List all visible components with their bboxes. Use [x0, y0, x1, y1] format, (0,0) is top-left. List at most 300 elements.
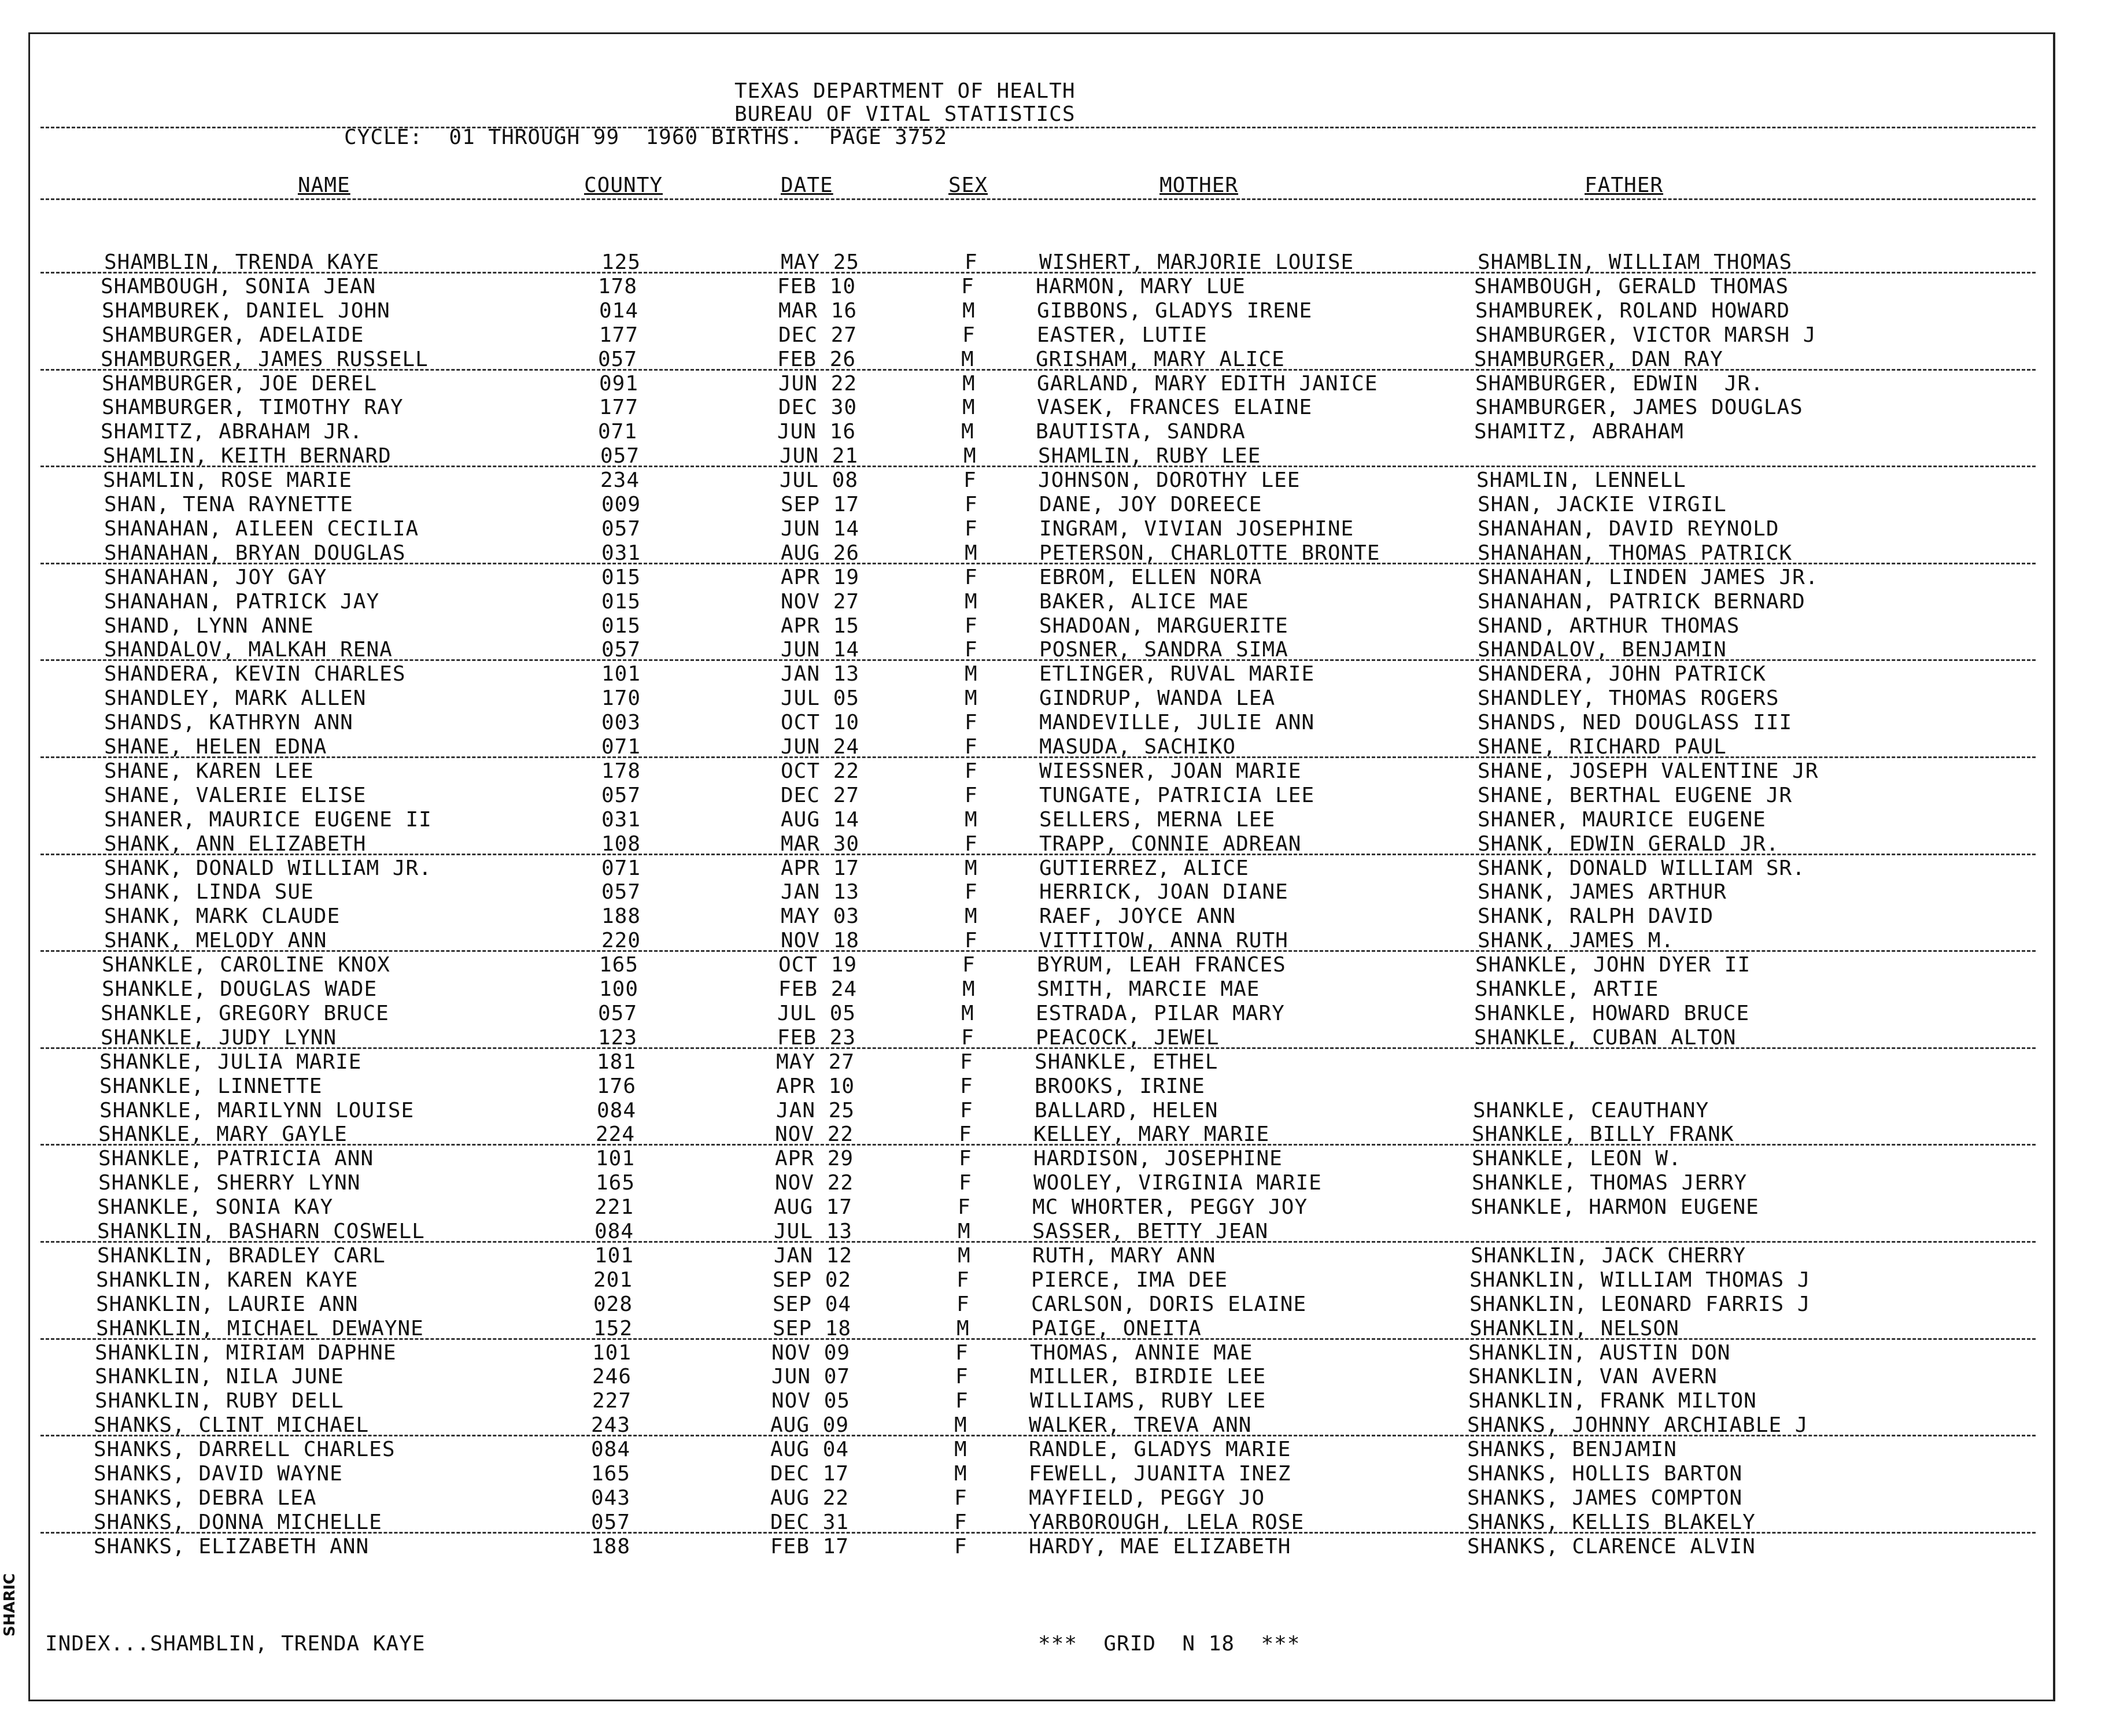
side-label: SHARIC [1, 1573, 19, 1637]
cell-mother: TUNGATE, PATRICIA LEE [1039, 784, 1315, 807]
cell-county: 015 [601, 614, 641, 638]
table-row [0, 977, 2114, 1002]
cycle-line: CYCLE: 01 THROUGH 99 1960 BIRTHS. PAGE 3752 [344, 125, 947, 149]
table-row [0, 1171, 2110, 1195]
cell-sex: M [965, 904, 978, 928]
cell-county: 031 [601, 808, 641, 832]
table-row [0, 1365, 2107, 1389]
cell-sex: F [955, 1341, 969, 1365]
table-row [0, 929, 2116, 953]
cell-name: SHAMBURGER, JAMES RUSSELL [101, 348, 429, 371]
cell-mother: GIBBONS, GLADYS IRENE [1037, 299, 1313, 323]
cell-mother: PEACOCK, JEWEL [1036, 1026, 1220, 1050]
cell-father: SHAN, JACKIE VIRGIL [1478, 493, 1727, 516]
table-row [0, 372, 2114, 396]
cell-date: JUN 07 [771, 1365, 851, 1388]
cell-date: JAN 25 [776, 1099, 855, 1122]
row-separator-rule [40, 466, 2036, 467]
cell-county: 057 [591, 1510, 631, 1534]
cell-name: SHANKLIN, NILA JUNE [95, 1365, 344, 1388]
cell-date: NOV 27 [781, 590, 860, 614]
cell-date: JUN 14 [781, 517, 860, 541]
table-row [0, 1510, 2106, 1535]
cell-father: SHANKLE, HOWARD BRUCE [1474, 1002, 1750, 1025]
cell-sex: F [957, 1268, 970, 1292]
cell-name: SHANKLE, PATRICIA ANN [98, 1147, 374, 1170]
cell-sex: M [965, 686, 978, 710]
cell-father: SHANKLE, LEON W. [1472, 1147, 1682, 1170]
cell-date: APR 10 [776, 1074, 855, 1098]
cell-sex: F [962, 953, 976, 977]
cell-name: SHANK, LINDA SUE [104, 880, 314, 904]
cell-name: SHANKLIN, MICHAEL DEWAYNE [96, 1317, 424, 1340]
cell-sex: F [960, 1050, 973, 1074]
cell-name: SHANKS, DAVID WAYNE [94, 1462, 343, 1486]
cell-name: SHAMLIN, KEITH BERNARD [103, 444, 392, 468]
cell-father: SHAMBOUGH, GERALD THOMAS [1474, 275, 1789, 298]
cell-father: SHANK, JAMES ARTHUR [1478, 880, 1727, 904]
cell-name: SHANAHAN, BRYAN DOUGLAS [104, 541, 406, 565]
cell-father: SHAMBURGER, JAMES DOUGLAS [1475, 396, 1803, 419]
cell-father: SHANAHAN, LINDEN JAMES JR. [1478, 566, 1819, 589]
cell-name: SHANKLIN, BASHARN COSWELL [97, 1220, 425, 1243]
cell-date: JAN 12 [774, 1244, 853, 1268]
table-row [0, 299, 2114, 323]
cell-date: DEC 17 [770, 1462, 850, 1486]
cell-date: JUL 08 [780, 468, 859, 492]
table-row [0, 541, 2116, 566]
cell-name: SHANDS, KATHRYN ANN [104, 711, 353, 734]
cell-sex: M [962, 372, 976, 396]
cell-name: SHANDERA, KEVIN CHARLES [104, 662, 406, 686]
cell-county: 101 [601, 662, 641, 686]
cell-date: JUN 24 [781, 735, 860, 759]
col-header-county: COUNTY [584, 173, 663, 197]
cell-date: OCT 19 [778, 953, 858, 977]
cell-mother: WALKER, TREVA ANN [1029, 1413, 1252, 1437]
cell-county: 201 [593, 1268, 633, 1292]
row-separator-rule [40, 272, 2036, 274]
cell-father: SHANKS, HOLLIS BARTON [1467, 1462, 1743, 1486]
cell-name: SHANKLE, MARILYNN LOUISE [99, 1099, 415, 1122]
table-row [0, 1147, 2110, 1171]
cell-father: SHANKLIN, JACK CHERRY [1471, 1244, 1746, 1268]
cell-name: SHAMBUREK, DANIEL JOHN [102, 299, 390, 323]
cell-name: SHAMBURGER, ADELAIDE [102, 323, 364, 347]
cell-date: FEB 17 [770, 1535, 850, 1558]
cell-date: JUL 05 [781, 686, 860, 710]
cell-county: 178 [598, 275, 638, 298]
cell-mother: THOMAS, ANNIE MAE [1030, 1341, 1253, 1365]
table-row [0, 420, 2113, 444]
cell-county: 084 [594, 1220, 634, 1243]
cell-sex: F [965, 735, 978, 759]
table-row [0, 735, 2116, 759]
cell-name: SHAMBOUGH, SONIA JEAN [101, 275, 376, 298]
cell-mother: EASTER, LUTIE [1037, 323, 1207, 347]
cell-sex: F [965, 929, 978, 952]
cell-date: APR 19 [781, 566, 860, 589]
cell-sex: M [954, 1462, 967, 1486]
cell-date: NOV 22 [775, 1122, 854, 1146]
row-separator-rule [40, 1144, 2036, 1146]
cell-county: 015 [601, 590, 641, 614]
cell-father: SHAMLIN, LENNELL [1476, 468, 1686, 492]
cell-name: SHANKLE, CAROLINE KNOX [102, 953, 390, 977]
cell-father: SHAMITZ, ABRAHAM [1474, 420, 1684, 444]
cell-county: 234 [600, 468, 640, 492]
table-row [0, 1122, 2110, 1147]
table-row [0, 275, 2113, 299]
cell-date: NOV 22 [775, 1171, 854, 1195]
cell-name: SHANKLE, JUDY LYNN [101, 1026, 337, 1050]
cell-county: 177 [599, 396, 639, 419]
cell-date: FEB 24 [778, 977, 858, 1001]
cell-mother: GRISHAM, MARY ALICE [1036, 348, 1285, 371]
cell-date: JUL 05 [777, 1002, 856, 1025]
table-row [0, 1268, 2108, 1292]
cell-name: SHANDALOV, MALKAH RENA [104, 638, 393, 662]
cell-name: SHAMLIN, ROSE MARIE [103, 468, 352, 492]
cell-date: OCT 10 [781, 711, 860, 734]
cell-sex: M [961, 1002, 974, 1025]
cell-father: SHANE, RICHARD PAUL [1478, 735, 1727, 759]
cell-father: SHANE, BERTHAL EUGENE JR [1478, 784, 1793, 807]
cell-mother: MC WHORTER, PEGGY JOY [1032, 1195, 1308, 1219]
cell-sex: F [958, 1195, 971, 1219]
cell-father: SHAMBLIN, WILLIAM THOMAS [1478, 250, 1793, 274]
cell-mother: RUTH, MARY ANN [1032, 1244, 1216, 1268]
cell-father: SHANE, JOSEPH VALENTINE JR [1478, 759, 1819, 783]
cell-name: SHANKLIN, MIRIAM DAPHNE [95, 1341, 397, 1365]
cell-county: 015 [601, 566, 641, 589]
cell-father: SHAMBUREK, ROLAND HOWARD [1475, 299, 1790, 323]
table-row [0, 1486, 2106, 1510]
cell-father: SHANDS, NED DOUGLASS III [1478, 711, 1793, 734]
cell-county: 071 [601, 856, 641, 880]
cell-county: 176 [597, 1074, 637, 1098]
cell-county: 108 [601, 832, 641, 856]
table-row [0, 517, 2116, 541]
cell-sex: M [958, 1244, 971, 1268]
cell-mother: FEWELL, JUANITA INEZ [1029, 1462, 1291, 1486]
row-separator-rule [40, 1435, 2036, 1436]
cell-county: 165 [599, 953, 639, 977]
cell-mother: SHAMLIN, RUBY LEE [1038, 444, 1261, 468]
cell-mother: HARDISON, JOSEPHINE [1033, 1147, 1283, 1170]
table-row [0, 1413, 2106, 1438]
table-row [0, 250, 2116, 275]
cell-father: SHANKLIN, WILLIAM THOMAS J [1469, 1268, 1811, 1292]
table-row [0, 1050, 2111, 1074]
cell-sex: M [965, 662, 978, 686]
cell-county: 057 [601, 784, 641, 807]
cell-mother: PAIGE, ONEITA [1031, 1317, 1202, 1340]
cell-father: SHANK, DONALD WILLIAM SR. [1478, 856, 1805, 880]
cell-county: 071 [601, 735, 641, 759]
cell-mother: BALLARD, HELEN [1035, 1099, 1218, 1122]
cell-county: 084 [597, 1099, 637, 1122]
cell-county: 177 [599, 323, 639, 347]
cell-father: SHANDERA, JOHN PATRICK [1478, 662, 1766, 686]
cell-father: SHANAHAN, DAVID REYNOLD [1478, 517, 1779, 541]
cell-sex: F [954, 1510, 967, 1534]
cell-father: SHANKS, JAMES COMPTON [1467, 1486, 1743, 1510]
cell-sex: F [960, 1099, 973, 1122]
table-row [0, 1099, 2111, 1123]
cell-mother: INGRAM, VIVIAN JOSEPHINE [1039, 517, 1354, 541]
cell-sex: F [965, 759, 978, 783]
cell-father: SHAMBURGER, EDWIN JR. [1475, 372, 1764, 396]
cell-sex: F [965, 711, 978, 734]
cell-mother: HARDY, MAE ELIZABETH [1029, 1535, 1291, 1558]
cell-father: SHANKLIN, VAN AVERN [1468, 1365, 1718, 1388]
cell-sex: F [955, 1365, 969, 1388]
table-row [0, 493, 2116, 517]
cell-name: SHANKS, ELIZABETH ANN [94, 1535, 370, 1558]
cell-sex: F [965, 638, 978, 662]
cell-sex: F [965, 832, 978, 856]
cell-date: APR 15 [781, 614, 860, 638]
cell-name: SHANKLE, JULIA MARIE [99, 1050, 362, 1074]
cell-county: 188 [601, 904, 641, 928]
cell-name: SHANKLIN, RUBY DELL [95, 1389, 344, 1413]
cell-county: 165 [591, 1462, 631, 1486]
cell-father: SHANKLIN, NELSON [1469, 1317, 1679, 1340]
cell-county: 057 [600, 444, 640, 468]
cell-mother: TRAPP, CONNIE ADREAN [1039, 832, 1302, 856]
cell-father: SHAMBURGER, DAN RAY [1474, 348, 1723, 371]
cell-county: 057 [598, 348, 638, 371]
cell-father: SHANDLEY, THOMAS ROGERS [1478, 686, 1779, 710]
table-row [0, 396, 2114, 420]
table-row [0, 1002, 2113, 1026]
cell-county: 170 [601, 686, 641, 710]
cell-father: SHANKLE, JOHN DYER II [1475, 953, 1751, 977]
col-header-sex: SEX [948, 173, 988, 197]
cell-date: MAY 25 [781, 250, 860, 274]
cell-mother: VASEK, FRANCES ELAINE [1037, 396, 1313, 419]
cell-name: SHANE, VALERIE ELISE [104, 784, 367, 807]
cell-name: SHANKLE, LINNETTE [99, 1074, 323, 1098]
table-row [0, 444, 2115, 468]
cell-mother: EBROM, ELLEN NORA [1039, 566, 1262, 589]
cell-county: 125 [601, 250, 641, 274]
cell-mother: KELLEY, MARY MARIE [1033, 1122, 1270, 1146]
cell-sex: M [958, 1220, 971, 1243]
cell-date: APR 17 [781, 856, 860, 880]
cell-county: 057 [601, 638, 641, 662]
cell-mother: HERRICK, JOAN DIANE [1039, 880, 1288, 904]
cell-name: SHANAHAN, JOY GAY [104, 566, 327, 589]
cell-county: 188 [591, 1535, 631, 1558]
cell-mother: DANE, JOY DOREECE [1039, 493, 1262, 516]
cell-mother: ETLINGER, RUVAL MARIE [1039, 662, 1315, 686]
cell-date: DEC 31 [770, 1510, 850, 1534]
cell-sex: F [965, 493, 978, 516]
cell-father: SHAND, ARTHUR THOMAS [1478, 614, 1740, 638]
cell-father: SHANKS, CLARENCE ALVIN [1467, 1535, 1756, 1558]
cell-county: 100 [599, 977, 639, 1001]
cell-county: 101 [594, 1244, 634, 1268]
cell-name: SHANK, MELODY ANN [104, 929, 327, 952]
cell-date: SEP 04 [773, 1292, 852, 1316]
cell-sex: M [962, 299, 976, 323]
cell-mother: SHADOAN, MARGUERITE [1039, 614, 1288, 638]
cell-mother: SELLERS, MERNA LEE [1039, 808, 1276, 832]
cell-mother: MASUDA, SACHIKO [1039, 735, 1236, 759]
table-row [0, 590, 2116, 614]
cell-father: SHANKS, KELLIS BLAKELY [1467, 1510, 1756, 1534]
cell-county: 028 [593, 1292, 633, 1316]
cell-name: SHANKS, CLINT MICHAEL [94, 1413, 370, 1437]
cell-father: SHANDALOV, BENJAMIN [1478, 638, 1727, 662]
cell-mother: VITTITOW, ANNA RUTH [1039, 929, 1288, 952]
cell-date: NOV 05 [771, 1389, 851, 1413]
cell-county: 057 [601, 517, 641, 541]
cell-name: SHANKLIN, BRADLEY CARL [97, 1244, 386, 1268]
cell-sex: F [959, 1171, 972, 1195]
table-row [0, 759, 2116, 784]
cell-sex: M [962, 977, 976, 1001]
cell-date: NOV 18 [781, 929, 860, 952]
cell-name: SHAMBURGER, TIMOTHY RAY [102, 396, 404, 419]
cell-name: SHANDLEY, MARK ALLEN [104, 686, 367, 710]
cell-county: 165 [596, 1171, 636, 1195]
cell-name: SHANE, KAREN LEE [104, 759, 314, 783]
cell-county: 181 [597, 1050, 637, 1074]
cell-sex: F [959, 1122, 972, 1146]
cell-sex: M [954, 1438, 967, 1461]
cell-name: SHANK, MARK CLAUDE [104, 904, 341, 928]
department-title: TEXAS DEPARTMENT OF HEALTH [734, 79, 1076, 103]
cell-name: SHANER, MAURICE EUGENE II [104, 808, 432, 832]
cell-date: JAN 13 [781, 880, 860, 904]
cell-county: 246 [592, 1365, 632, 1388]
cell-sex: F [965, 614, 978, 638]
table-row [0, 1462, 2106, 1486]
cell-father: SHANK, RALPH DAVID [1478, 904, 1714, 928]
cell-county: 091 [599, 372, 639, 396]
cell-date: JUN 21 [780, 444, 859, 468]
cell-sex: M [965, 808, 978, 832]
cell-county: 152 [593, 1317, 633, 1340]
cell-name: SHANKLIN, LAURIE ANN [96, 1292, 359, 1316]
cell-name: SHANAHAN, AILEEN CECILIA [104, 517, 419, 541]
cell-name: SHANKS, DARRELL CHARLES [94, 1438, 396, 1461]
cell-date: SEP 17 [781, 493, 860, 516]
header-rule-1 [40, 127, 2036, 128]
cell-date: NOV 09 [771, 1341, 851, 1365]
cell-date: AUG 22 [770, 1486, 850, 1510]
col-header-father: FATHER [1585, 173, 1664, 197]
cell-date: APR 29 [775, 1147, 854, 1170]
row-separator-rule [40, 1047, 2036, 1049]
cell-date: MAR 16 [778, 299, 858, 323]
cell-date: SEP 02 [773, 1268, 852, 1292]
cell-father: SHANKS, JOHNNY ARCHIABLE J [1467, 1413, 1808, 1437]
cell-date: SEP 18 [773, 1317, 852, 1340]
grid-footer: *** GRID N 18 *** [1038, 1632, 1301, 1656]
table-row [0, 784, 2116, 808]
cell-county: 031 [601, 541, 641, 565]
table-row [0, 1535, 2106, 1559]
cell-county: 123 [598, 1026, 638, 1050]
cell-mother: MAYFIELD, PEGGY JO [1029, 1486, 1265, 1510]
table-row [0, 468, 2115, 493]
cell-date: JAN 13 [781, 662, 860, 686]
cell-name: SHANKLE, DOUGLAS WADE [102, 977, 378, 1001]
cell-date: AUG 17 [774, 1195, 853, 1219]
cell-father: SHANKLIN, AUSTIN DON [1468, 1341, 1731, 1365]
cell-mother: SHANKLE, ETHEL [1035, 1050, 1218, 1074]
table-row [0, 1292, 2108, 1317]
cell-name: SHAMBURGER, JOE DEREL [102, 372, 378, 396]
col-header-date: DATE [781, 173, 833, 197]
table-row [0, 686, 2116, 711]
cell-date: AUG 26 [781, 541, 860, 565]
col-header-mother: MOTHER [1159, 173, 1239, 197]
cell-name: SHAND, LYNN ANNE [104, 614, 314, 638]
cell-date: JUL 13 [774, 1220, 853, 1243]
cell-county: 003 [601, 711, 641, 734]
table-row [0, 711, 2116, 735]
cell-name: SHANAHAN, PATRICK JAY [104, 590, 380, 614]
cell-county: 057 [601, 880, 641, 904]
cell-county: 101 [592, 1341, 632, 1365]
cell-sex: F [965, 784, 978, 807]
cell-sex: M [965, 590, 978, 614]
cell-name: SHAMBLIN, TRENDA KAYE [104, 250, 380, 274]
row-separator-rule [40, 950, 2036, 952]
cell-father: SHANKLE, BILLY FRANK [1472, 1122, 1734, 1146]
cell-father: SHANKLE, CUBAN ALTON [1474, 1026, 1737, 1050]
cell-sex: F [965, 517, 978, 541]
table-row [0, 1341, 2107, 1365]
cell-name: SHAN, TENA RAYNETTE [104, 493, 353, 516]
cell-mother: WISHERT, MARJORIE LOUISE [1039, 250, 1354, 274]
cell-sex: F [962, 323, 976, 347]
cell-sex: M [965, 541, 978, 565]
cell-date: MAR 30 [781, 832, 860, 856]
table-row [0, 880, 2116, 904]
table-row [0, 662, 2116, 686]
cell-father: SHANKLE, THOMAS JERRY [1472, 1171, 1748, 1195]
cell-sex: F [959, 1147, 972, 1170]
cell-sex: F [957, 1292, 970, 1316]
table-row [0, 1244, 2109, 1268]
table-row [0, 566, 2116, 590]
cell-sex: F [965, 880, 978, 904]
table-row [0, 904, 2116, 929]
table-row [0, 1438, 2106, 1462]
cell-date: DEC 30 [778, 396, 858, 419]
bureau-title: BUREAU OF VITAL STATISTICS [734, 102, 1076, 126]
cell-name: SHANKLE, GREGORY BRUCE [101, 1002, 389, 1025]
cell-county: 009 [601, 493, 641, 516]
cell-mother: SMITH, MARCIE MAE [1037, 977, 1260, 1001]
table-row [0, 614, 2116, 638]
cell-mother: CARLSON, DORIS ELAINE [1031, 1292, 1307, 1316]
cell-mother: POSNER, SANDRA SIMA [1039, 638, 1288, 662]
cell-mother: MANDEVILLE, JULIE ANN [1039, 711, 1315, 734]
row-separator-rule [40, 756, 2036, 758]
cell-mother: WOOLEY, VIRGINIA MARIE [1033, 1171, 1322, 1195]
cell-sex: F [954, 1486, 967, 1510]
cell-sex: F [954, 1535, 967, 1558]
cell-mother: WILLIAMS, RUBY LEE [1030, 1389, 1266, 1413]
cell-sex: M [961, 420, 974, 444]
